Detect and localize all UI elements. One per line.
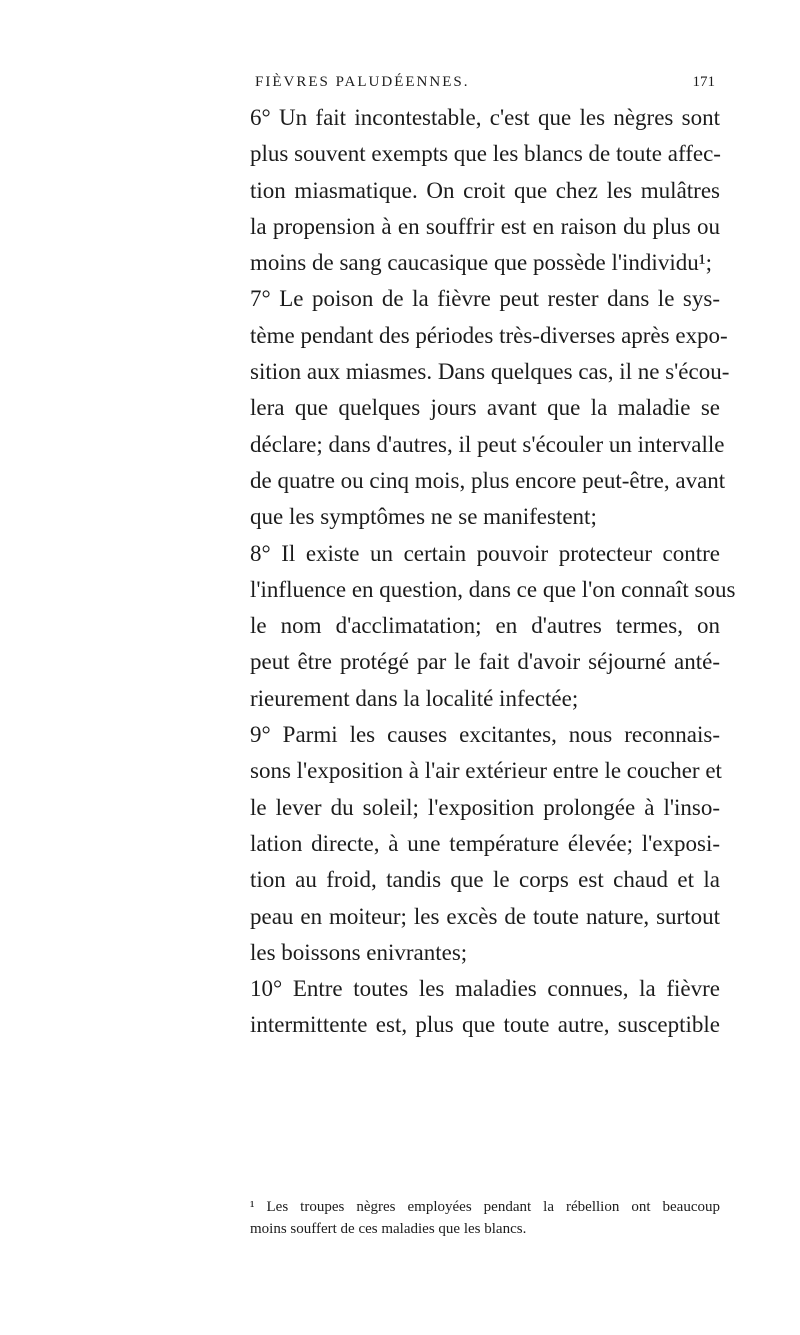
text-line: intermittente est, plus que toute autre, susceptible xyxy=(250,1012,720,1038)
text-line: 7° Le poison de la fièvre peut rester dans le sys- xyxy=(250,286,720,312)
running-head xyxy=(255,74,715,96)
text-line: lation directe, à une température élevée; l'exposi- xyxy=(250,830,720,856)
text-line: 9° Parmi les causes excitantes, nous reconnais- xyxy=(250,722,720,748)
text-line: déclare; dans d'autres, il peut s'écouler un intervalle xyxy=(250,431,725,457)
text-line: le lever du soleil; l'exposition prolongée à l'inso- xyxy=(250,794,720,820)
text-line: plus souvent exempts que les blancs de toute affec- xyxy=(250,141,721,167)
footnote-line: moins souffert de ces maladies que les blancs. xyxy=(250,1221,527,1237)
page-number: 171 xyxy=(692,74,715,90)
running-title: FIÈVRES PALUDÉENNES. xyxy=(255,74,470,90)
text-line: rieurement dans la localité infectée; xyxy=(250,685,579,711)
text-line: peau en moiteur; les excès de toute nature, surtout xyxy=(250,903,720,929)
text-line: lera que quelques jours avant que la maladie se xyxy=(250,395,720,421)
text-line: tion miasmatique. On croit que chez les mulâtres xyxy=(250,177,720,203)
text-line: le nom d'acclimatation; en d'autres termes, on xyxy=(250,613,720,639)
text-line: 6° Un fait incontestable, c'est que les nègres sont xyxy=(250,105,720,130)
text-line: la propension à en souffrir est en raison du plus ou xyxy=(250,213,720,239)
text-line: sition aux miasmes. Dans quelques cas, il ne s'écou- xyxy=(250,359,730,385)
text-line: sons l'exposition à l'air extérieur entre le coucher et xyxy=(250,758,722,784)
text-line: tème pendant des périodes très-diverses après expo- xyxy=(250,322,728,348)
text-line: moins de sang caucasique que possède l'individu¹; xyxy=(250,250,712,276)
body-text xyxy=(250,100,736,1044)
text-line: 8° Il existe un certain pouvoir protecteur contre xyxy=(250,540,720,566)
text-line: tion au froid, tandis que le corps est chaud et la xyxy=(250,867,720,893)
text-line: de quatre ou cinq mois, plus encore peut-être, avant xyxy=(250,467,726,493)
text-line: peut être protégé par le fait d'avoir séjourné anté- xyxy=(250,649,720,675)
text-line: que les symptômes ne se manifestent; xyxy=(250,504,597,530)
text-line: les boissons enivrantes; xyxy=(250,939,468,965)
footnote xyxy=(250,1196,720,1240)
text-line: 10° Entre toutes les maladies connues, la fièvre xyxy=(250,976,720,1002)
footnote-line: ¹ Les troupes nègres employées pendant la rébellion ont beaucoup xyxy=(250,1199,720,1215)
text-line: l'influence en question, dans ce que l'on connaît sous xyxy=(250,576,736,602)
